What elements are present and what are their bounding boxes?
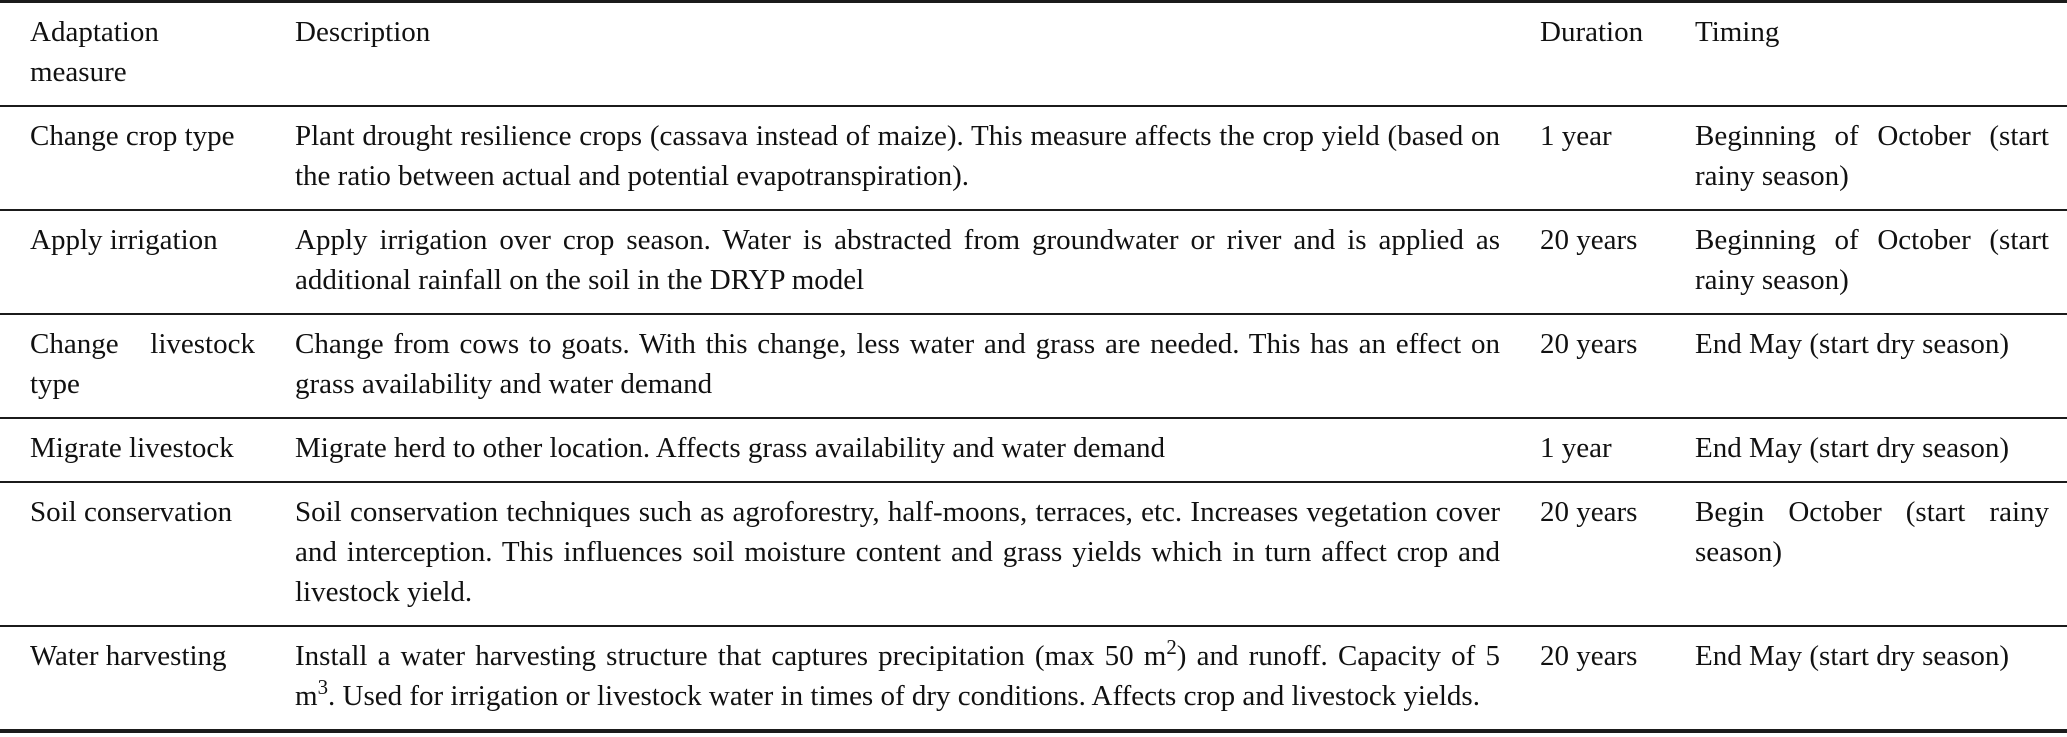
- table-row: [0, 314, 2067, 418]
- text-segment: . Used for irrigation or livestock water in times of dry conditions. Affects crop and livestock yields.: [328, 680, 1480, 713]
- cell-duration: 1 year: [1540, 120, 1612, 153]
- table-row: [0, 418, 2067, 482]
- cell-description: Migrate herd to other location. Affects grass availability and water demand: [295, 432, 1165, 465]
- table-body: [0, 106, 2067, 731]
- cell-description: Change from cows to goats. With this change, less water and grass are needed. This has an effect on grass availability and water demand: [295, 328, 1500, 401]
- cell-description: Apply irrigation over crop season. Water is abstracted from groundwater or river and is applied as additional rainfall on the soil in the DRYP model: [295, 224, 1500, 297]
- cell-duration: 20 years: [1540, 224, 1638, 257]
- text-segment: Install a water harvesting structure that captures precipitation (max 50 m: [295, 640, 1167, 673]
- table-row: [0, 626, 2067, 731]
- cell-adaptation-measure: Apply irrigation: [30, 224, 218, 257]
- text-segment: ) and runoff. Capacity of 5 m: [295, 640, 1500, 713]
- cell-adaptation-measure: Change crop type: [30, 120, 235, 153]
- cell-description: Soil conservation techniques such as agroforestry, half-moons, terraces, etc. Increases vegetation cover and interception. This influences soil moisture content and grass yields which in turn affect crop and livestock yield.: [295, 496, 1500, 609]
- cell-timing: End May (start dry season): [1695, 328, 2010, 361]
- header-row: [0, 2, 2067, 107]
- cell-adaptation-measure: Soil conservation: [30, 496, 233, 529]
- column-header-adaptation-measure: Adaptation measure: [30, 16, 159, 89]
- cell-adaptation-measure: Water harvesting: [30, 640, 227, 673]
- cell-adaptation-measure: Change livestock type: [30, 328, 255, 401]
- cell-duration: 20 years: [1540, 328, 1638, 361]
- cell-description: Plant drought resilience crops (cassava instead of maize). This measure affects the crop yield (based on the ratio between actual and potential evapotranspiration).: [295, 120, 1500, 193]
- cell-duration: 20 years: [1540, 640, 1638, 673]
- table-row: [0, 210, 2067, 314]
- cell-duration: 1 year: [1540, 432, 1612, 465]
- cell-timing: Beginning of October (start rainy season): [1695, 224, 2049, 297]
- superscript: 2: [1166, 634, 1177, 659]
- cell-adaptation-measure: Migrate livestock: [30, 432, 234, 465]
- cell-timing: Beginning of October (start rainy season): [1695, 120, 2049, 193]
- cell-duration: 20 years: [1540, 496, 1638, 529]
- cell-timing: End May (start dry season): [1695, 432, 2010, 465]
- superscript: 3: [317, 674, 328, 699]
- table-row: [0, 482, 2067, 626]
- column-header-description: Description: [295, 16, 431, 48]
- cell-timing: Begin October (start rainy season): [1695, 496, 2049, 569]
- cell-description: [295, 626, 1540, 731]
- column-header-duration: Duration: [1540, 16, 1644, 48]
- cell-timing: End May (start dry season): [1695, 640, 2010, 673]
- table-row: [0, 106, 2067, 210]
- column-header-timing: Timing: [1695, 16, 1780, 48]
